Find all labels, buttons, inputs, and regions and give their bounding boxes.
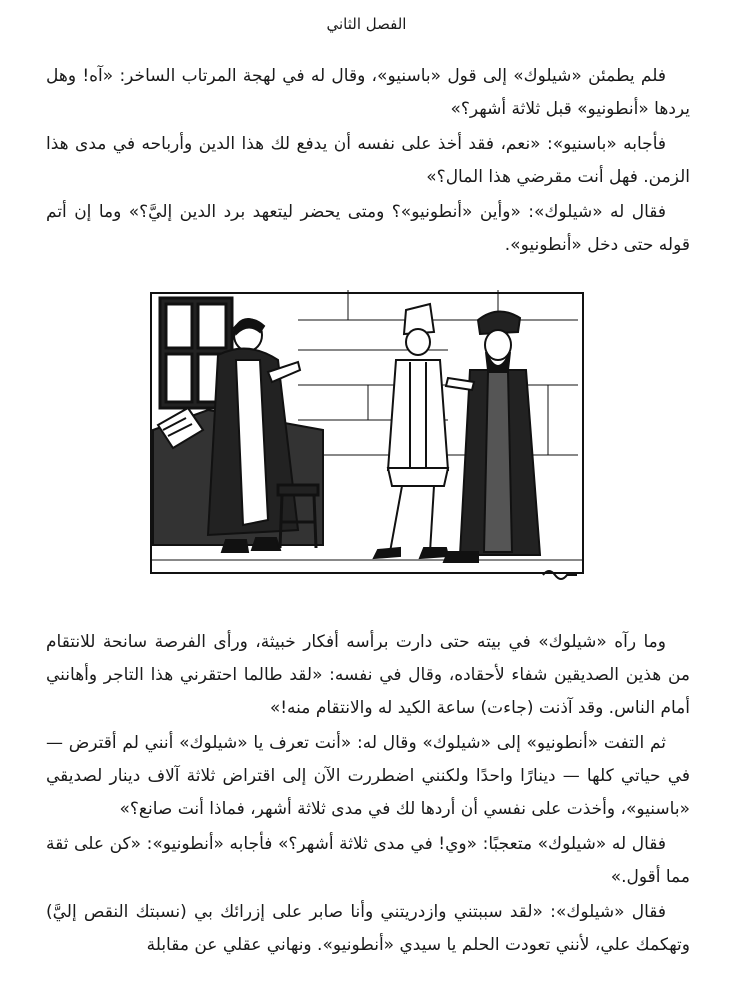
paragraph: فلم يطمئن «شيلوك» إلى قول «باسنيو»، وقال له في لهجة المرتاب الساخر: «آه! وهل يردها «أنطونيو» قبل ثلاثة أشهر؟» [46, 66, 690, 119]
paragraph: ثم التفت «أنطونيو» إلى «شيلوك» وقال له: «أنت تعرف يا «شيلوك» أنني لم أقترض — في حياتي كلها — دينارًا واحدًا ولكنني اضطررت الآن إلى اقتراض ثلاثة آلاف دينار لصديقي «باسنيو»، وأخذت على نفسي أن أردها لك في مدى ثلاثة أشهر، فماذا أنت صانع؟» [46, 733, 690, 819]
paragraph: فقال له «شيلوك»: «وأين «أنطونيو»؟ ومتى يحضر ليتعهد برد الدين إليَّ؟» وما إن أتم قوله حتى دخل «أنطونيو». [46, 202, 690, 255]
text-block-bottom [46, 626, 690, 964]
chapter-title: الفصل الثاني [326, 15, 407, 33]
text-block-top [46, 60, 690, 264]
paragraph: فقال له «شيلوك» متعجبًا: «وي! في مدى ثلاثة أشهر؟» فأجابه «أنطونيو»: «كن على ثقة مما أقول.» [46, 834, 690, 887]
paragraph: فقال «شيلوك»: «لقد سببتني وازدريتني وأنا صابر على إزرائك بي (نسبتك النقص إليَّ) وتهكمك علي، لأنني تعودت الحلم يا سيدي «أنطونيو». ونهاني عقلي عن مقابلة [46, 902, 690, 955]
paragraph: وما رآه «شيلوك» في بيته حتى دارت برأسه أفكار خبيثة، ورأى الفرصة سانحة للانتقام من هذين الصديقين شفاء لأحقاده، وقال في نفسه: «لقد طالما احتقرني هذا التاجر وأهانني أمام الناس. وقد آذنت (جاءت) ساعة الكيد له والانتقام منه!» [46, 632, 690, 718]
paragraph: فأجابه «باسنيو»: «نعم، فقد أخذ على نفسه أن يدفع لك هذا الدين وأرباحه في مدى هذا الزمن. فهل أنت مقرضي هذا المال؟» [46, 134, 690, 187]
illustration-shylock-antonio-bassanio [148, 290, 586, 585]
